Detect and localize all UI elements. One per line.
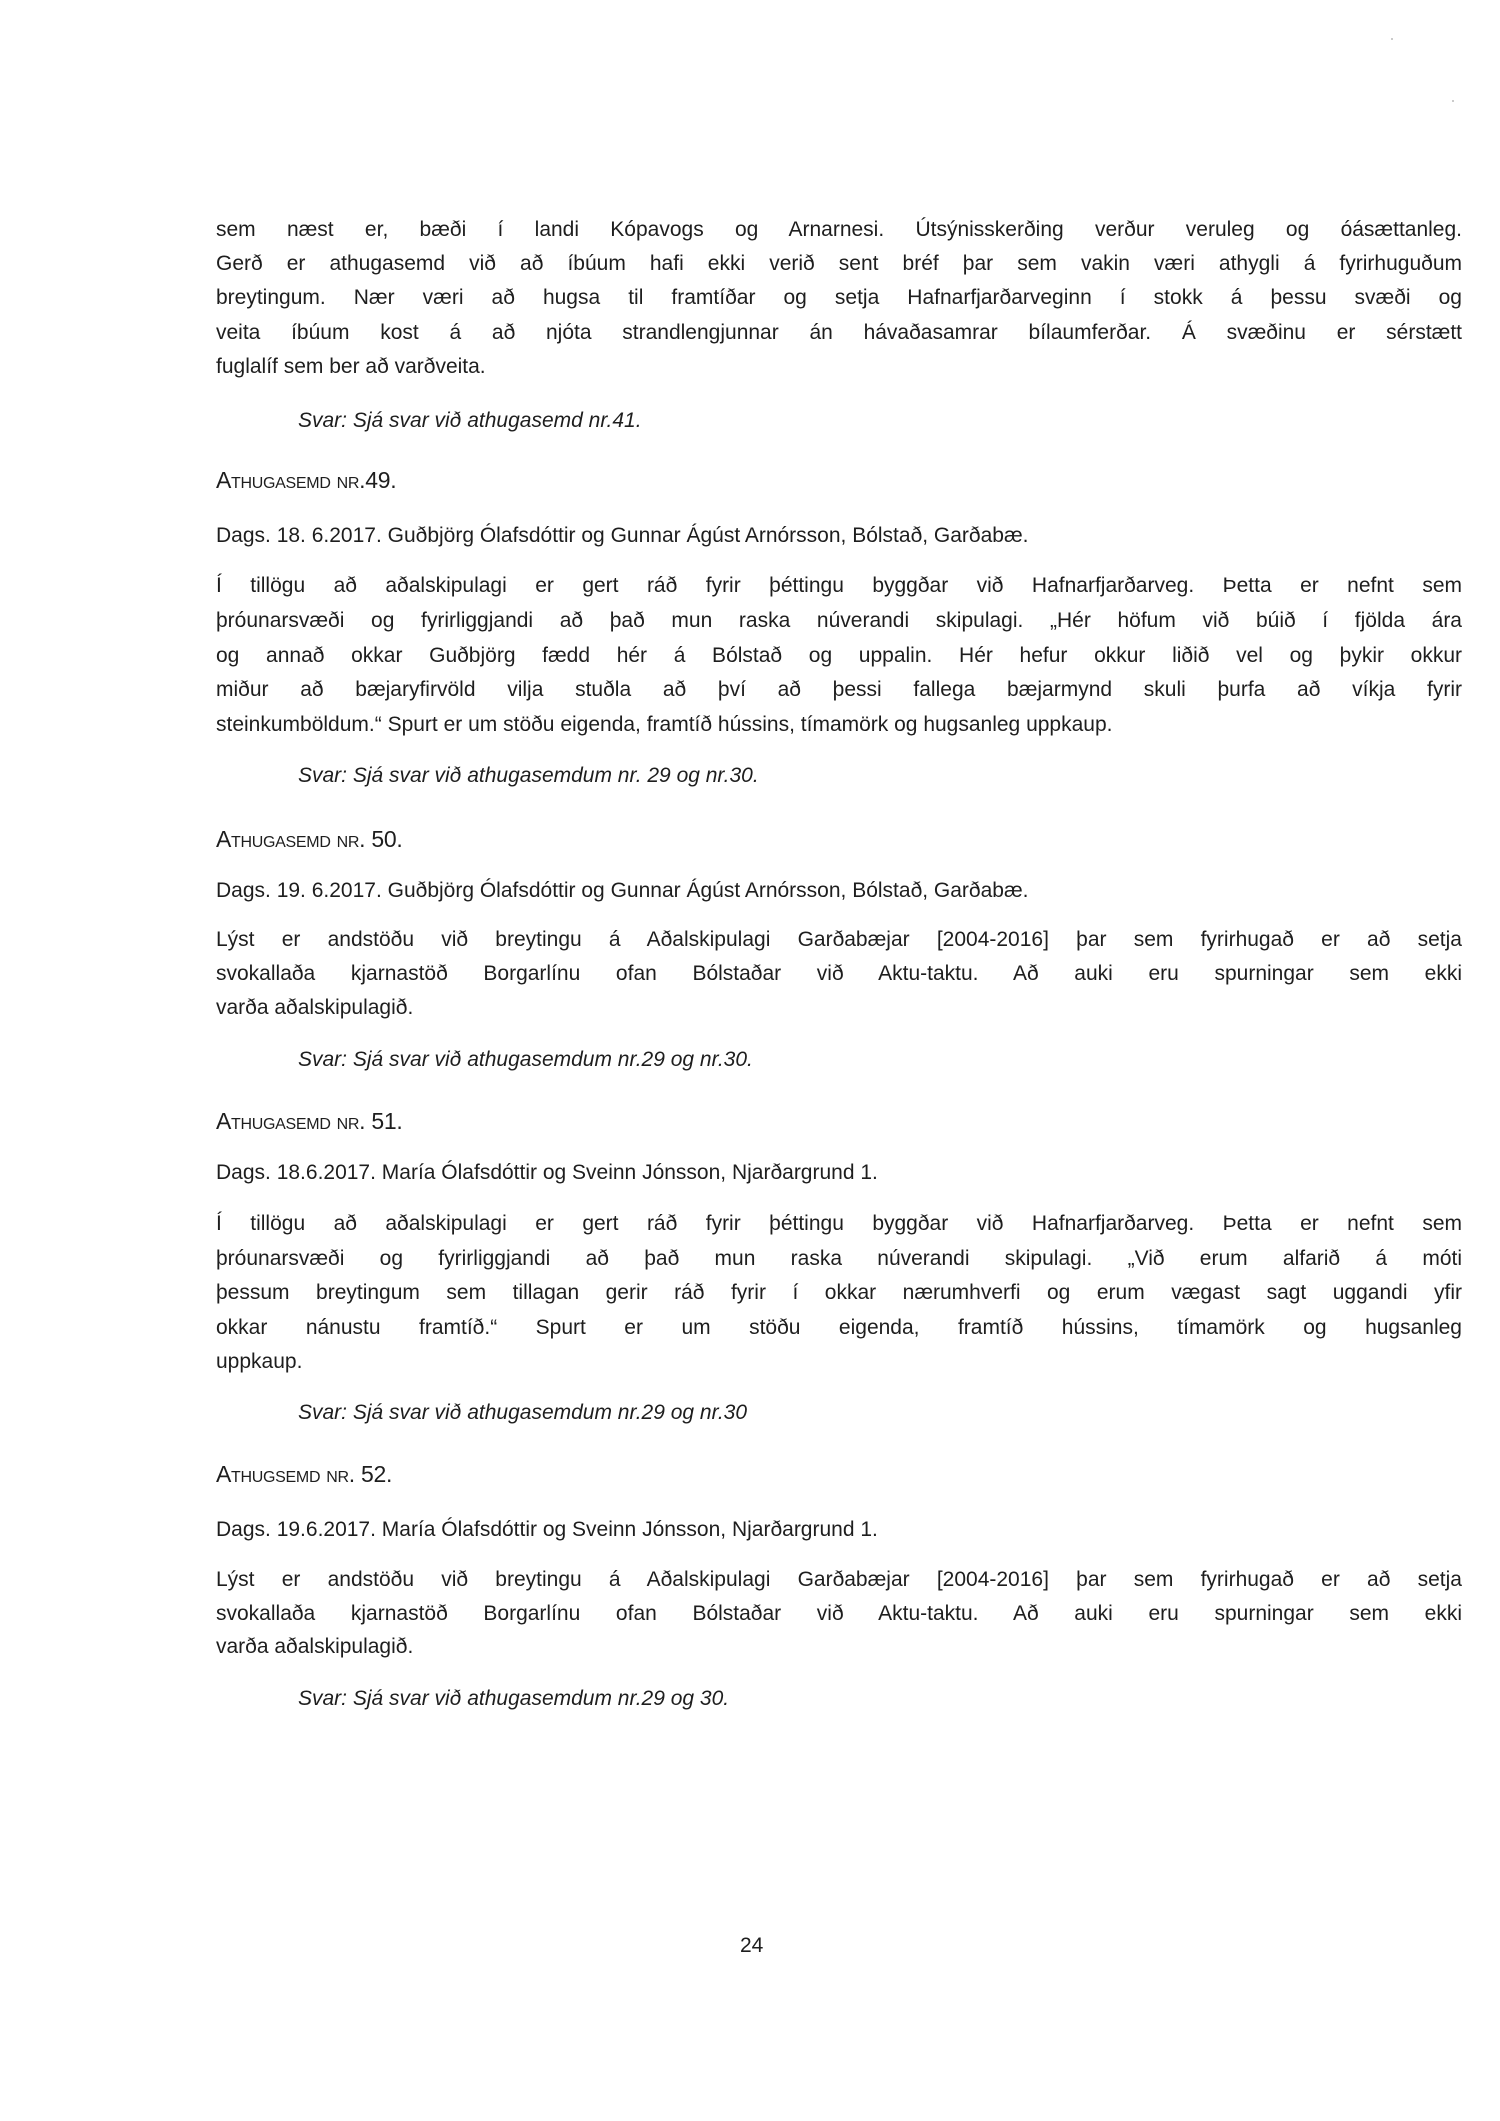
date-line: Dags. 18.6.2017. María Ólafsdóttir og Sveinn Jónsson, Njarðargrund 1.	[216, 1161, 878, 1184]
scan-speck	[1452, 100, 1454, 102]
answer-text: Svar: Sjá svar við athugasemdum nr.29 og nr.30	[298, 1401, 748, 1424]
paragraph-line: Lýst er andstöðu við breytingu á Aðalskipulagi Garðabæjar [2004-2016] þar sem fyrirhugað er að setja	[216, 1568, 1462, 1591]
answer-text: Svar: Sjá svar við athugasemd nr.41.	[298, 409, 642, 432]
paragraph-line: varða aðalskipulagið.	[216, 1635, 414, 1658]
paragraph-line: okkar nánustu framtíð.“ Spurt er um stöðu eigenda, framtíð hússins, tímamörk og hugsanleg	[216, 1316, 1462, 1339]
paragraph-line: svokallaða kjarnastöð Borgarlínu ofan Bólstaðar við Aktu-taktu. Að auki eru spurningar sem ekki	[216, 962, 1462, 985]
paragraph-line: þróunarsvæði og fyrirliggjandi að það mun raska núverandi skipulagi. „Hér höfum við búið í fjölda ára	[216, 609, 1462, 632]
paragraph-line: og annað okkar Guðbjörg fædd hér á Bólstað og uppalin. Hér hefur okkur liðið vel og þykir okkur	[216, 644, 1462, 667]
answer-text: Svar: Sjá svar við athugasemdum nr. 29 og nr.30.	[298, 764, 759, 787]
section-heading: Athugasemd nr. 50.	[216, 826, 403, 852]
paragraph-line: Gerð er athugasemd við að íbúum hafi ekki verið sent bréf þar sem vakin væri athygli á fyrirhuguðum	[216, 252, 1462, 275]
answer-text: Svar: Sjá svar við athugasemdum nr.29 og 30.	[298, 1687, 730, 1710]
paragraph-line: breytingum. Nær væri að hugsa til framtíðar og setja Hafnarfjarðarveginn í stokk á þessu svæði og	[216, 286, 1462, 309]
date-line: Dags. 18. 6.2017. Guðbjörg Ólafsdóttir og Gunnar Ágúst Arnórsson, Bólstað, Garðabæ.	[216, 524, 1029, 547]
paragraph-line: steinkumböldum.“ Spurt er um stöðu eigenda, framtíð hússins, tímamörk og hugsanleg uppkaup.	[216, 713, 1113, 736]
section-heading: Athugsemd nr. 52.	[216, 1461, 393, 1487]
date-line: Dags. 19.6.2017. María Ólafsdóttir og Sveinn Jónsson, Njarðargrund 1.	[216, 1518, 878, 1541]
paragraph-line: veita íbúum kost á að njóta strandlengjunnar án hávaðasamrar bílaumferðar. Á svæðinu er sérstætt	[216, 321, 1462, 344]
paragraph-line: sem næst er, bæði í landi Kópavogs og Arnarnesi. Útsýnisskerðing verður veruleg og óásættanleg.	[216, 218, 1462, 241]
scan-speck	[1391, 38, 1393, 40]
section-heading: Athugasemd nr. 51.	[216, 1108, 403, 1134]
paragraph-line: Í tillögu að aðalskipulagi er gert ráð fyrir þéttingu byggðar við Hafnarfjarðarveg. Þetta er nefnt sem	[216, 1212, 1462, 1235]
paragraph-line: Lýst er andstöðu við breytingu á Aðalskipulagi Garðabæjar [2004-2016] þar sem fyrirhugað er að setja	[216, 928, 1462, 951]
answer-text: Svar: Sjá svar við athugasemdum nr.29 og nr.30.	[298, 1048, 753, 1071]
paragraph-line: Í tillögu að aðalskipulagi er gert ráð fyrir þéttingu byggðar við Hafnarfjarðarveg. Þetta er nefnt sem	[216, 574, 1462, 597]
paragraph-line: miður að bæjaryfirvöld vilja stuðla að því að þessi fallega bæjarmynd skuli þurfa að víkja fyrir	[216, 678, 1462, 701]
date-line: Dags. 19. 6.2017. Guðbjörg Ólafsdóttir og Gunnar Ágúst Arnórsson, Bólstað, Garðabæ.	[216, 879, 1029, 902]
section-heading: Athugasemd nr.49.	[216, 467, 397, 493]
paragraph-line: svokallaða kjarnastöð Borgarlínu ofan Bólstaðar við Aktu-taktu. Að auki eru spurningar sem ekki	[216, 1602, 1462, 1625]
paragraph-line: uppkaup.	[216, 1350, 303, 1373]
page-number: 24	[740, 1934, 764, 1957]
paragraph-line: þessum breytingum sem tillagan gerir ráð fyrir í okkar nærumhverfi og erum vægast sagt uggandi yfir	[216, 1281, 1462, 1304]
paragraph-line: fuglalíf sem ber að varðveita.	[216, 355, 486, 378]
paragraph-line: þróunarsvæði og fyrirliggjandi að það mun raska núverandi skipulagi. „Við erum alfarið á móti	[216, 1247, 1462, 1270]
paragraph-line: varða aðalskipulagið.	[216, 996, 414, 1019]
